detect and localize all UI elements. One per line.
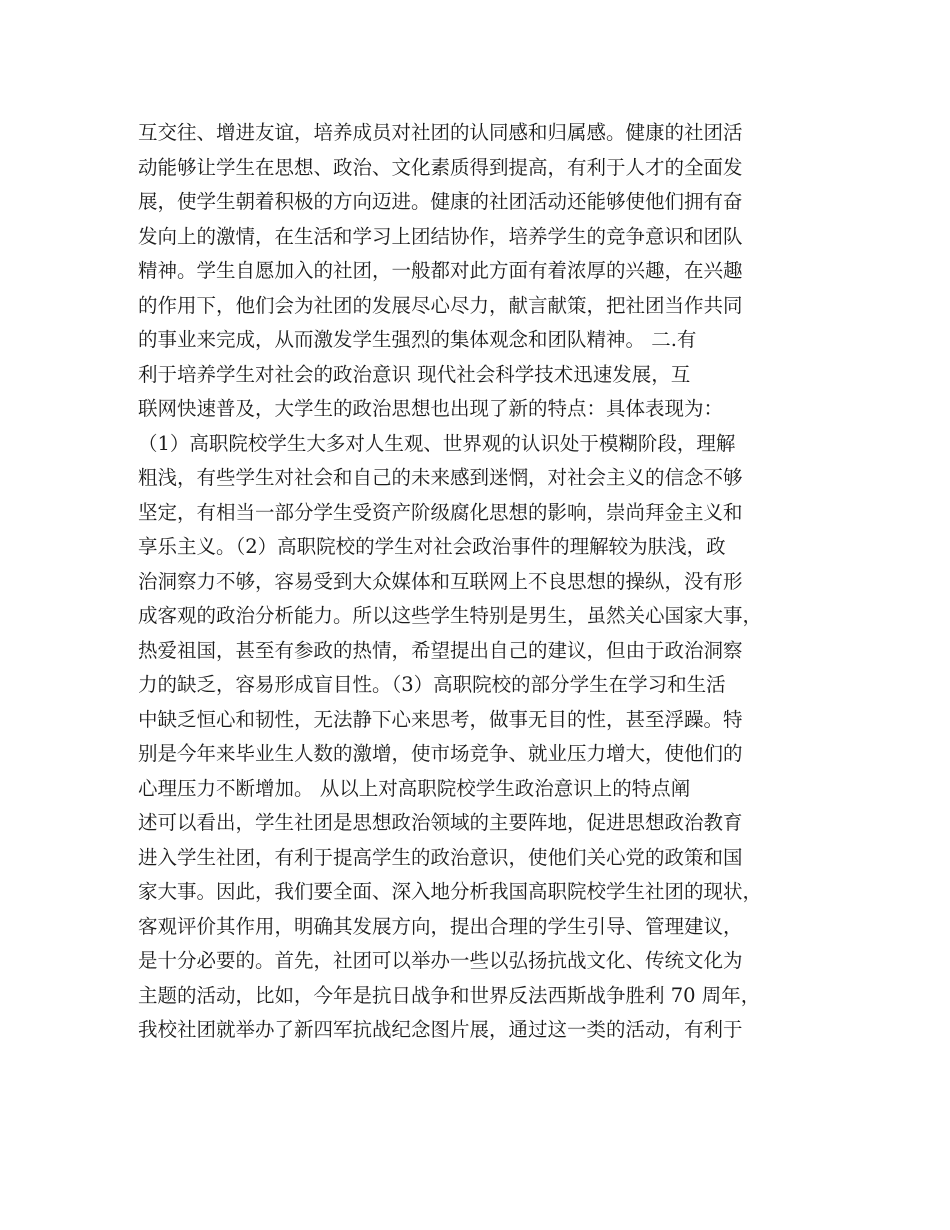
text-line: 精神。学生自愿加入的社团，一般都对此方面有着浓厚的兴趣，在兴趣 [138,259,743,282]
text-line: 的事业来完成，从而激发学生强烈的集体观念和团队精神。 二.有 [138,328,697,351]
text-line: 的作用下，他们会为社团的发展尽心尽力，献言献策，把社团当作共同 [138,293,743,317]
text-line: 述可以看出，学生社团是思想政治领域的主要阵地，促进思想政治教育 [138,811,743,834]
text-line: 成客观的政治分析能力。所以这些学生特别是男生，虽然关心国家大事， [138,604,763,627]
text-line: 客观评价其作用，明确其发展方向，提出合理的学生引导、管理建议， [138,914,743,938]
text-line: 中缺乏恒心和韧性，无法静下心来思考，做事无目的性，甚至浮躁。特 [138,707,743,731]
text-line: 发向上的激情，在生活和学习上团结协作，培养学生的竞争意识和团队 [138,224,743,248]
text-line: 主题的活动，比如，今年是抗日战争和世界反法西斯战争胜利 70 周年， [138,983,761,1007]
body-text [138,116,838,1048]
text-line: 粗浅，有些学生对社会和自己的未来感到迷惘，对社会主义的信念不够 [138,466,743,489]
text-line: 展，使学生朝着积极的方向迈进。健康的社团活动还能够使他们拥有奋 [138,190,743,213]
text-line: 坚定，有相当一部分学生受资产阶级腐化思想的影响，崇尚拜金主义和 [138,500,743,524]
text-line: 享乐主义。（2）高职院校的学生对社会政治事件的理解较为肤浅，政 [138,535,726,558]
text-line: 是十分必要的。首先，社团可以举办一些以弘扬抗战文化、传统文化为 [138,949,743,972]
text-line: 动能够让学生在思想、政治、文化素质得到提高，有利于人才的全面发 [138,155,743,179]
text-line: 心理压力不断增加。 从以上对高职院校学生政治意识上的特点阐 [138,776,691,800]
text-line: 进入学生社团，有利于提高学生的政治意识，使他们关心党的政策和国 [138,845,743,869]
text-line: 互交往、增进友谊，培养成员对社团的认同感和归属感。健康的社团活 [138,121,743,144]
text-line: 热爱祖国，甚至有参政的热情，希望提出自己的建议，但由于政治洞察 [138,638,743,662]
text-line: 力的缺乏，容易形成盲目性。（3）高职院校的部分学生在学习和生活 [138,673,726,696]
text-line: 利于培养学生对社会的政治意识 现代社会科学技术迅速发展，互 [138,362,691,386]
text-line: 治洞察力不够，容易受到大众媒体和互联网上不良思想的操纵，没有形 [138,569,743,593]
text-line: 联网快速普及，大学生的政治思想也出现了新的特点：具体表现为： [138,397,724,420]
text-line: 家大事。因此，我们要全面、深入地分析我国高职院校学生社团的现状， [138,880,763,903]
text-line: 别是今年来毕业生人数的激增，使市场竞争、就业压力增大，使他们的 [138,742,743,765]
text-line: 我校社团就举办了新四军抗战纪念图片展，通过这一类的活动，有利于 [138,1018,743,1041]
text-line: （1）高职院校学生大多对人生观、世界观的认识处于模糊阶段，理解 [138,431,736,455]
